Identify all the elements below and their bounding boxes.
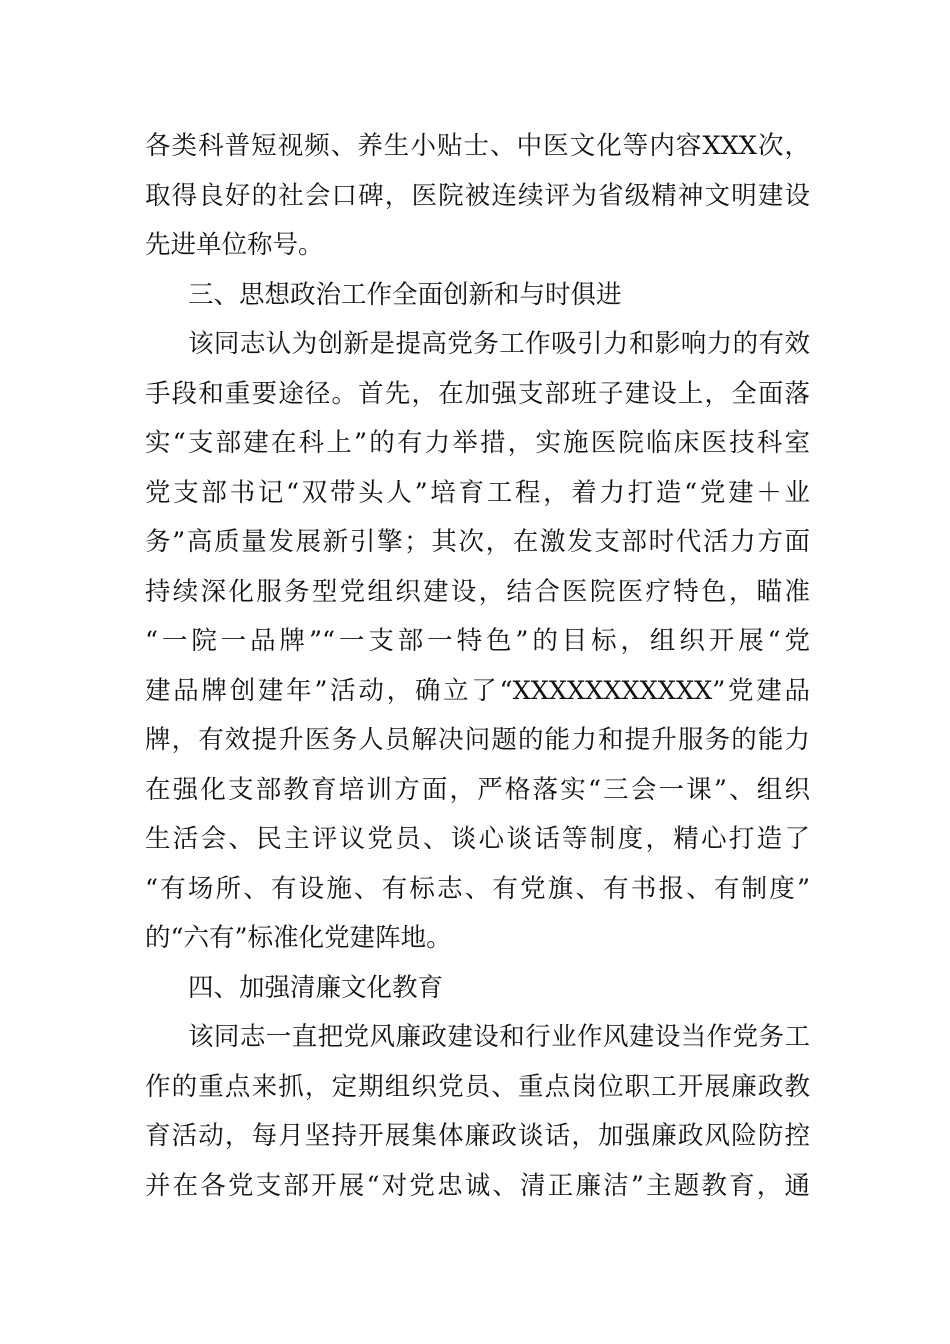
text-line: 持续深化服务型党组织建设，结合医院医疗特色，瞄准 <box>145 576 810 607</box>
section-heading-3: 三、思想政治工作全面创新和与时俱进 <box>188 279 622 310</box>
text-line: 建品牌创建年”活动，确立了“XXXXXXXXXXX”党建品 <box>145 675 810 706</box>
paragraph-3 <box>145 1013 810 1211</box>
text-line: 取得良好的社会口碑，医院被连续评为省级精神文明建设 <box>145 180 810 211</box>
text-line: 务”高质量发展新引擎；其次，在激发支部时代活力方面 <box>145 527 810 557</box>
text-line: 育活动，每月坚持开展集体廉政谈话，加强廉政风险防控 <box>145 1121 810 1151</box>
text-line: 该同志一直把党风廉政建设和行业作风建设当作党务工 <box>188 1022 810 1052</box>
document-body <box>145 122 810 1211</box>
text-line: 该同志认为创新是提高党务工作吸引力和影响力的有效 <box>188 329 810 359</box>
text-line: 实“支部建在科上”的有力举措，实施医院临床医技科室 <box>145 428 810 458</box>
text-line: 在强化支部教育培训方面，严格落实“三会一课”、组织 <box>145 774 810 805</box>
paragraph-1 <box>145 122 810 271</box>
section-heading-4: 四、加强清廉文化教育 <box>188 972 444 1003</box>
text-line: 生活会、民主评议党员、谈心谈话等制度，精心打造了 <box>145 824 810 854</box>
text-line: 先进单位称号。 <box>145 230 324 260</box>
text-line: 的“六有”标准化党建阵地。 <box>145 923 452 953</box>
text-line: 牌，有效提升医务人员解决问题的能力和提升服务的能力 <box>145 725 810 755</box>
text-line: 作的重点来抓，定期组织党员、重点岗位职工开展廉政教 <box>145 1071 810 1102</box>
paragraph-2 <box>145 320 810 964</box>
text-line: 并在各党支部开展“对党忠诚、清正廉洁”主题教育，通 <box>145 1170 810 1201</box>
text-line: 各类科普短视频、养生小贴士、中医文化等内容XXX次， <box>145 131 810 161</box>
text-line: 党支部书记“双带头人”培育工程，着力打造“党建＋业 <box>145 477 810 508</box>
text-line: “有场所、有设施、有标志、有党旗、有书报、有制度” <box>145 873 810 904</box>
text-line: 手段和重要途径。首先，在加强支部班子建设上，全面落 <box>145 378 810 409</box>
text-line: “一院一品牌”“一支部一特色”的目标，组织开展“党 <box>145 626 810 656</box>
